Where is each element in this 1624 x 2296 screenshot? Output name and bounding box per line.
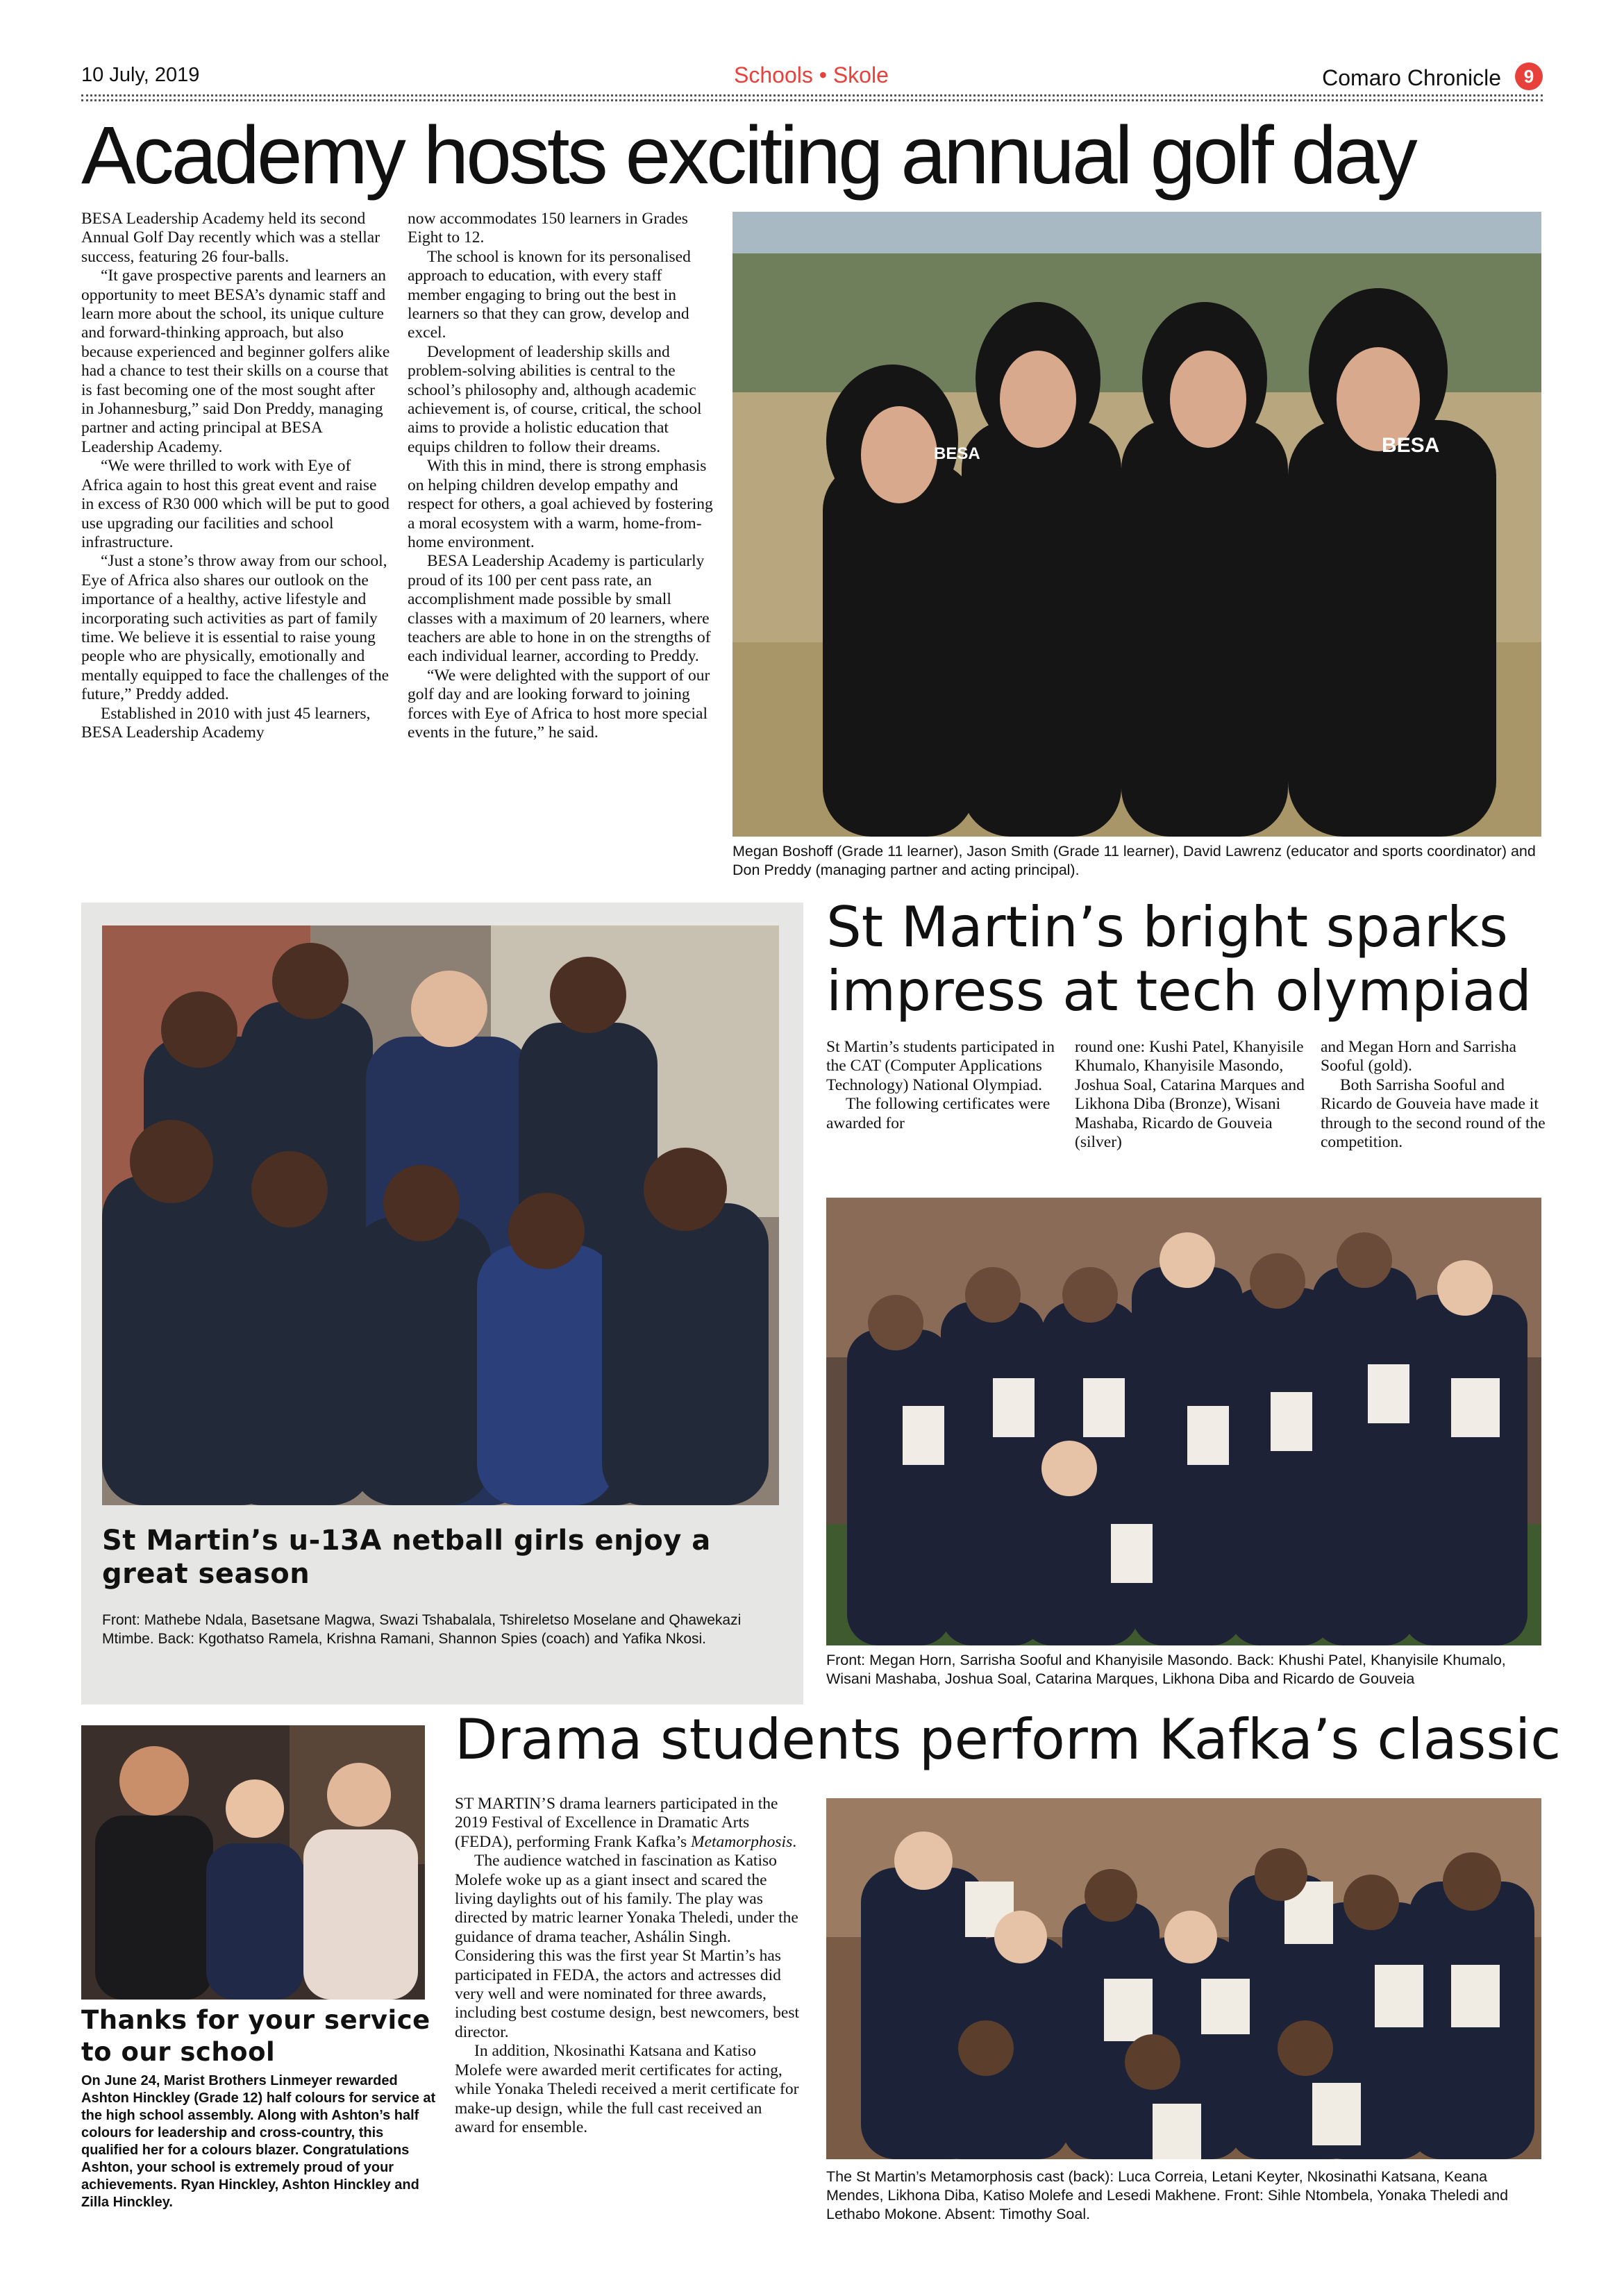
golf-paragraph: “It gave prospective parents and learners an opportunity to meet BESA’s dynamic staff and learn more about the school, its unique culture and forward-thinking approach, but also because experienced and beginner golfers alike had a chance to test their skills on a course that is fast becoming one of the most sought after in Johannesburg,” said Don Preddy, managing partner and acting principal at BESA Leadership Academy. [81, 267, 390, 456]
drama-column [455, 1795, 802, 2137]
netball-title: St Martin’s u-13A netball girls enjoy a great season [102, 1525, 711, 1590]
golf-column-1 [81, 210, 390, 742]
golf-paragraph: Development of leadership skills and problem-solving abilities is central to the school’s philosophy and, although academic achievement is, of course, critical, the school aims to provide a holistic education that equips children to follow their dreams. [408, 342, 702, 456]
golf-headline: Academy hosts exciting annual golf day [81, 110, 1415, 201]
golf-paragraph: The school is known for its personalised approach to education, with every staff member engaging to bring out the best in learners so that they can grow, develop and excel. [408, 247, 691, 342]
paper-name: Comaro Chronicle [1322, 65, 1501, 90]
olympiad-headline: St Martin’s bright sparks impress at tech olympiad [826, 895, 1532, 1023]
olympiad-paragraph: and Megan Horn and Sarrisha Sooful (gold). [1321, 1038, 1516, 1075]
page-header [81, 61, 1543, 96]
netball-photo [102, 925, 779, 1505]
thanks-caption: On June 24, Marist Brothers Linmeyer rewarded Ashton Hinckley (Grade 12) half colours for service at the high school assembly. Along with Ashton’s half colours for leadership and cross-country, this qualified her for a colours blazer. Congratulations Ashton, your school is extremely proud of your achievements. Ryan Hinckley, Ashton Hinckley and Zilla Hinckley. [81, 2073, 436, 2210]
olympiad-column-3 [1321, 1038, 1550, 1152]
golf-column-2 [408, 210, 713, 742]
golf-paragraph: Established in 2010 with just 45 learners, BESA Leadership Academy [81, 704, 371, 741]
golf-paragraph: With this in mind, there is strong emphasis on helping children develop empathy and respect for others, a goal achieved by fostering a moral ecosystem with a warm, home-from-home environment. [408, 457, 713, 551]
olympiad-column-1 [826, 1038, 1055, 1133]
drama-photo [826, 1798, 1541, 2159]
thanks-photo [81, 1725, 425, 2000]
play-title: Metamorphosis [691, 1832, 793, 1851]
olympiad-paragraph: round one: Kushi Patel, Khanyisile Khumalo, Khanyisile Masondo, Joshua Soal, Catarina Marques and Likhona Diba (Bronze), Wisani Mashaba, Ricardo de Gouveia (silver) [1075, 1038, 1305, 1152]
olympiad-column-2 [1075, 1038, 1311, 1152]
golf-paragraph: BESA Leadership Academy is particularly proud of its 100 per cent pass rate, an accomplishment made possible by small classes with a maximum of 20 learners, where teachers are able to hone in on the strengths of each individual learner, according to Preddy. [408, 552, 711, 666]
olympiad-paragraph: The following certificates were awarded for [826, 1095, 1050, 1132]
golf-paragraph: “We were thrilled to work with Eye of Africa again to host this great event and raise in excess of R30 000 which will be put to good use upgrading our facilities and school infrastructure. [81, 457, 390, 551]
shirt-logo-text: BESA [1382, 434, 1440, 457]
section-label: Schools • Skole [734, 62, 889, 87]
golf-paragraph: “We were delighted with the support of our golf day and are looking forward to joining forces with Eye of Africa to host more special events in the future,” he said. [408, 666, 710, 741]
drama-paragraph: The audience watched in fascination as Katiso Molefe woke up as a giant insect and scared the living daylights out of his family. The play was directed by matric learner Yonaka Theledi, under the guidance of drama teacher, Ashálin Singh. Considering this was the first year St Martin’s has participated in FEDA, the actors and actresses did very well and were nominated for three awards, including best costume design, best newcomers, best director. [455, 1852, 800, 2041]
shirt-logo-text: BESA [934, 444, 980, 463]
netball-caption: Front: Mathebe Ndala, Basetsane Magwa, Swazi Tshabalala, Tshireletso Moselane and Qhawekazi Mtimbe. Back: Kgothatso Ramela, Krishna Ramani, Shannon Spies (coach) and Yafika Nkosi. [102, 1612, 742, 1647]
drama-caption: The St Martin’s Metamorphosis cast (back): Luca Correia, Letani Keyter, Nkosinathi Katsana, Keana Mendes, Likhona Diba, Katiso Molefe and Lesedi Makhene. Front: Sihle Ntombela, Yonaka Theledi and Lethabo Mokone. Absent: Timothy Soal. [826, 2168, 1509, 2222]
issue-date: 10 July, 2019 [81, 64, 200, 86]
header-rule [81, 94, 1543, 101]
golf-paragraph: “Just a stone’s throw away from our school, Eye of Africa also shares our outlook on the importance of a healthy, active lifestyle and incorporating such activities as part of family time. We believe it is essential to raise young people who are physically, emotionally and mentally equipped to face the challenges of the future,” Preddy added. [81, 552, 390, 704]
golf-paragraph: BESA Leadership Academy held its second Annual Golf Day recently which was a stellar success, featuring 26 four-balls. [81, 210, 380, 266]
golf-paragraph: now accommodates 150 learners in Grades Eight to 12. [408, 210, 688, 247]
drama-paragraph: In addition, Nkosinathi Katsana and Katiso Molefe were awarded merit certificates for acting, while Yonaka Theledi received a merit certificate for make-up design, while the full cast received an award for ensemble. [455, 2042, 799, 2136]
olympiad-paragraph: St Martin’s students participated in the CAT (Computer Applications Technology) National Olympiad. [826, 1038, 1055, 1094]
thanks-title: Thanks for your service to our school [81, 2005, 430, 2067]
drama-headline: Drama students perform Kafka’s classic [455, 1707, 1562, 1772]
olympiad-photo [826, 1198, 1541, 1645]
page-number-badge: 9 [1515, 62, 1543, 90]
golf-photo [733, 212, 1541, 837]
olympiad-paragraph: Both Sarrisha Sooful and Ricardo de Gouveia have made it through to the second round of the competition. [1321, 1075, 1546, 1152]
golf-photo-caption: Megan Boshoff (Grade 11 learner), Jason Smith (Grade 11 learner), David Lawrenz (educator and sports coordinator) and Don Preddy (managing partner and acting principal). [733, 843, 1536, 878]
drama-paragraph: ST MARTIN’S drama learners participated in the 2019 Festival of Excellence in Dramatic Arts (FEDA), performing Frank Kafka’s Metamorphosis. [455, 1795, 797, 1851]
olympiad-caption: Front: Megan Horn, Sarrisha Sooful and Khanyisile Masondo. Back: Khushi Patel, Khanyisile Khumalo, Wisani Mashaba, Joshua Soal, Catarina Marques, Likhona Diba and Ricardo de Gouveia [826, 1652, 1506, 1687]
